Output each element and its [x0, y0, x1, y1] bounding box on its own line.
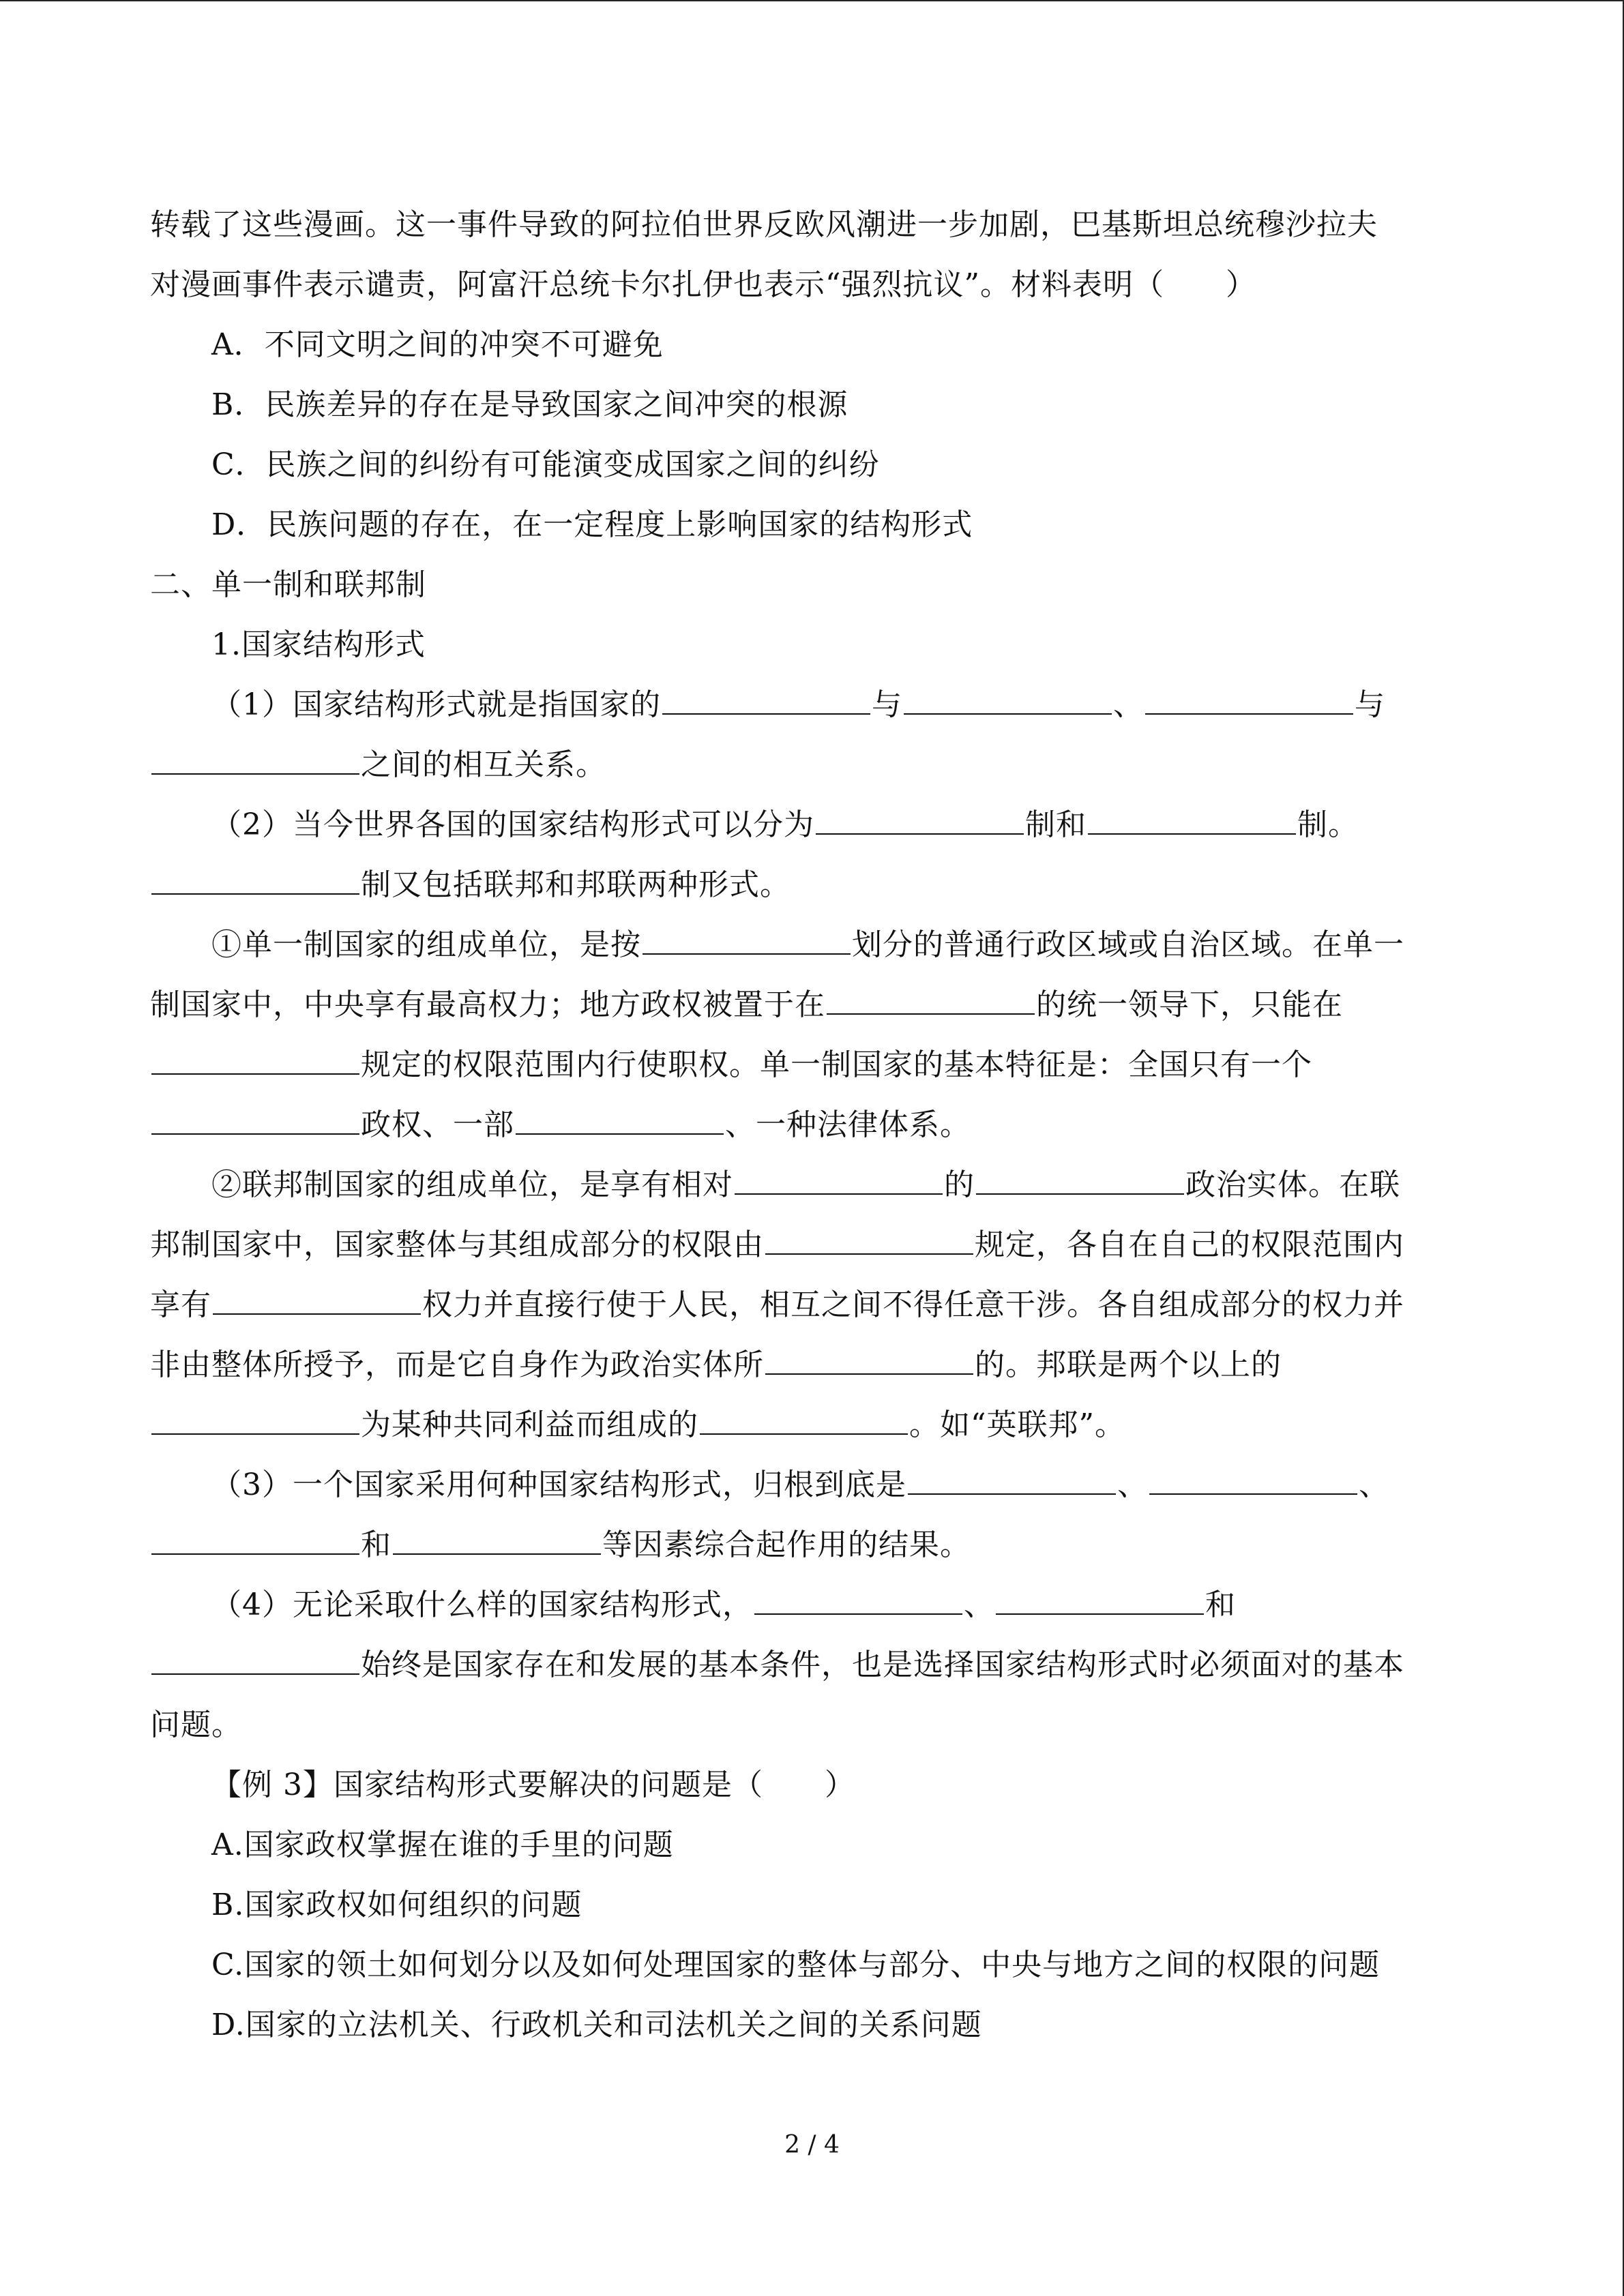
fill-line [150, 985, 1343, 1026]
text: 之间的相互关系。 [361, 747, 606, 782]
fill-line [211, 1585, 1236, 1626]
fill-line [150, 1045, 1312, 1086]
paragraph-line [150, 1705, 242, 1746]
fill-line [211, 1165, 1400, 1206]
text: D．民族问题的存在，在一定程度上影响国家的结构形式 [211, 507, 973, 542]
subsection-heading [211, 625, 426, 666]
blank-field[interactable] [996, 1586, 1204, 1615]
example-option-b [211, 1885, 582, 1926]
blank-field[interactable] [1088, 806, 1296, 835]
blank-field[interactable] [816, 806, 1024, 835]
page-top-border [0, 0, 1624, 1]
text: 和 [361, 1527, 392, 1562]
text: 问题。 [150, 1708, 242, 1742]
page-number: 2 / 4 [784, 2131, 840, 2159]
text: 【例 3】国家结构形式要解决的问题是（ ） [211, 1768, 855, 1802]
text: 1.国家结构形式 [211, 627, 426, 662]
text: 的 [944, 1167, 975, 1202]
example-option-a [211, 1825, 674, 1866]
blank-field[interactable] [151, 1526, 359, 1555]
fill-line [150, 1285, 1404, 1326]
blank-field[interactable] [151, 1046, 359, 1075]
text: 划分的普通行政区域或自治区域。在单一 [852, 927, 1404, 962]
text: 制国家中，中央享有最高权力；地方政权被置于在 [150, 987, 825, 1022]
fill-line [150, 1405, 1125, 1446]
fill-line [211, 805, 1359, 846]
text: 制和 [1025, 807, 1087, 842]
text: 和 [1205, 1587, 1236, 1622]
text: A.国家政权掌握在谁的手里的问题 [211, 1828, 674, 1862]
text: A．不同文明之间的冲突不可避免 [211, 327, 664, 362]
text: 为某种共同利益而组成的 [361, 1407, 698, 1442]
blank-field[interactable] [904, 686, 1112, 715]
paragraph-line [150, 265, 1256, 305]
blank-field[interactable] [643, 926, 851, 955]
blank-field[interactable] [908, 1466, 1116, 1495]
blank-field[interactable] [151, 1406, 359, 1435]
blank-field[interactable] [151, 746, 359, 775]
blank-field[interactable] [151, 1646, 359, 1675]
option-c [211, 445, 880, 486]
text: 制。 [1297, 807, 1359, 842]
fill-line [150, 1645, 1404, 1686]
text: 规定，各自在自己的权限范围内 [975, 1227, 1404, 1262]
example-question [211, 1765, 855, 1806]
text: 、 [1359, 1467, 1389, 1502]
text: 的统一领导下，只能在 [1036, 987, 1343, 1022]
text: 对漫画事件表示谴责，阿富汗总统卡尔扎伊也表示“强烈抗议”。材料表明（ ） [150, 267, 1256, 302]
section-heading [150, 565, 426, 606]
text: C．民族之间的纠纷有可能演变成国家之间的纠纷 [211, 447, 880, 482]
text: 与 [1355, 687, 1385, 722]
text: 政权、一部 [361, 1107, 514, 1142]
fill-line [150, 1345, 1282, 1386]
text: 、 [964, 1587, 994, 1622]
example-option-d [211, 2005, 982, 2046]
fill-line [150, 1105, 971, 1146]
text: 制又包括联邦和邦联两种形式。 [361, 867, 791, 902]
blank-field[interactable] [754, 1586, 962, 1615]
text: 等因素综合起作用的结果。 [602, 1527, 971, 1562]
blank-field[interactable] [151, 866, 359, 895]
text: 政治实体。在联 [1185, 1167, 1400, 1202]
text: 规定的权限范围内行使职权。单一制国家的基本特征是：全国只有一个 [361, 1047, 1312, 1082]
text: （3）一个国家采用何种国家结构形式，归根到底是 [211, 1467, 906, 1502]
blank-field[interactable] [393, 1526, 601, 1555]
text: D.国家的立法机关、行政机关和司法机关之间的关系问题 [211, 2008, 982, 2042]
text: 二、单一制和联邦制 [150, 567, 426, 602]
fill-line [211, 925, 1404, 966]
text: 。如“英联邦”。 [909, 1407, 1125, 1442]
text: B．民族差异的存在是导致国家之间冲突的根源 [211, 387, 848, 422]
text: 、 [1117, 1467, 1148, 1502]
text: （4）无论采取什么样的国家结构形式， [211, 1587, 753, 1622]
text: 、 [1113, 687, 1144, 722]
fill-line [150, 1525, 971, 1566]
text: ②联邦制国家的组成单位，是享有相对 [211, 1167, 733, 1202]
option-d [211, 505, 973, 546]
blank-field[interactable] [1145, 686, 1353, 715]
blank-field[interactable] [662, 686, 870, 715]
text: C.国家的领土如何划分以及如何处理国家的整体与部分、中央与地方之间的权限的问题 [211, 1948, 1381, 1982]
blank-field[interactable] [765, 1226, 973, 1255]
text: 始终是国家存在和发展的基本条件，也是选择国家结构形式时必须面对的基本 [361, 1648, 1404, 1682]
text: 权力并直接行使于人民，相互之间不得任意干涉。各自组成部分的权力并 [422, 1287, 1404, 1322]
text: 邦制国家中，国家整体与其组成部分的权限由 [150, 1227, 764, 1262]
text: 非由整体所授予，而是它自身作为政治实体所 [150, 1347, 764, 1382]
fill-line [150, 865, 791, 906]
text: 享有 [150, 1287, 211, 1322]
example-option-c [211, 1945, 1380, 1986]
text: 的。邦联是两个以上的 [975, 1347, 1282, 1382]
option-b [211, 385, 848, 426]
blank-field[interactable] [827, 986, 1035, 1015]
blank-field[interactable] [700, 1406, 908, 1435]
fill-line [150, 745, 606, 786]
blank-field[interactable] [976, 1166, 1184, 1195]
text: （1）国家结构形式就是指国家的 [211, 687, 661, 722]
text: 、一种法律体系。 [725, 1107, 971, 1142]
blank-field[interactable] [213, 1286, 421, 1315]
text: B.国家政权如何组织的问题 [211, 1888, 582, 1922]
fill-line [211, 1465, 1389, 1506]
paragraph-line [150, 205, 1378, 245]
fill-line [211, 685, 1385, 726]
option-a [211, 325, 664, 366]
blank-field[interactable] [735, 1166, 943, 1195]
blank-field[interactable] [151, 1106, 359, 1135]
blank-field[interactable] [765, 1346, 973, 1375]
text: 转载了这些漫画。这一事件导致的阿拉伯世界反欧风潮进一步加剧，巴基斯坦总统穆沙拉夫 [150, 207, 1378, 242]
blank-field[interactable] [516, 1106, 724, 1135]
fill-line [150, 1225, 1404, 1266]
text: （2）当今世界各国的国家结构形式可以分为 [211, 807, 814, 842]
blank-field[interactable] [1149, 1466, 1357, 1495]
text: 与 [872, 687, 902, 722]
text: ①单一制国家的组成单位，是按 [211, 927, 641, 962]
